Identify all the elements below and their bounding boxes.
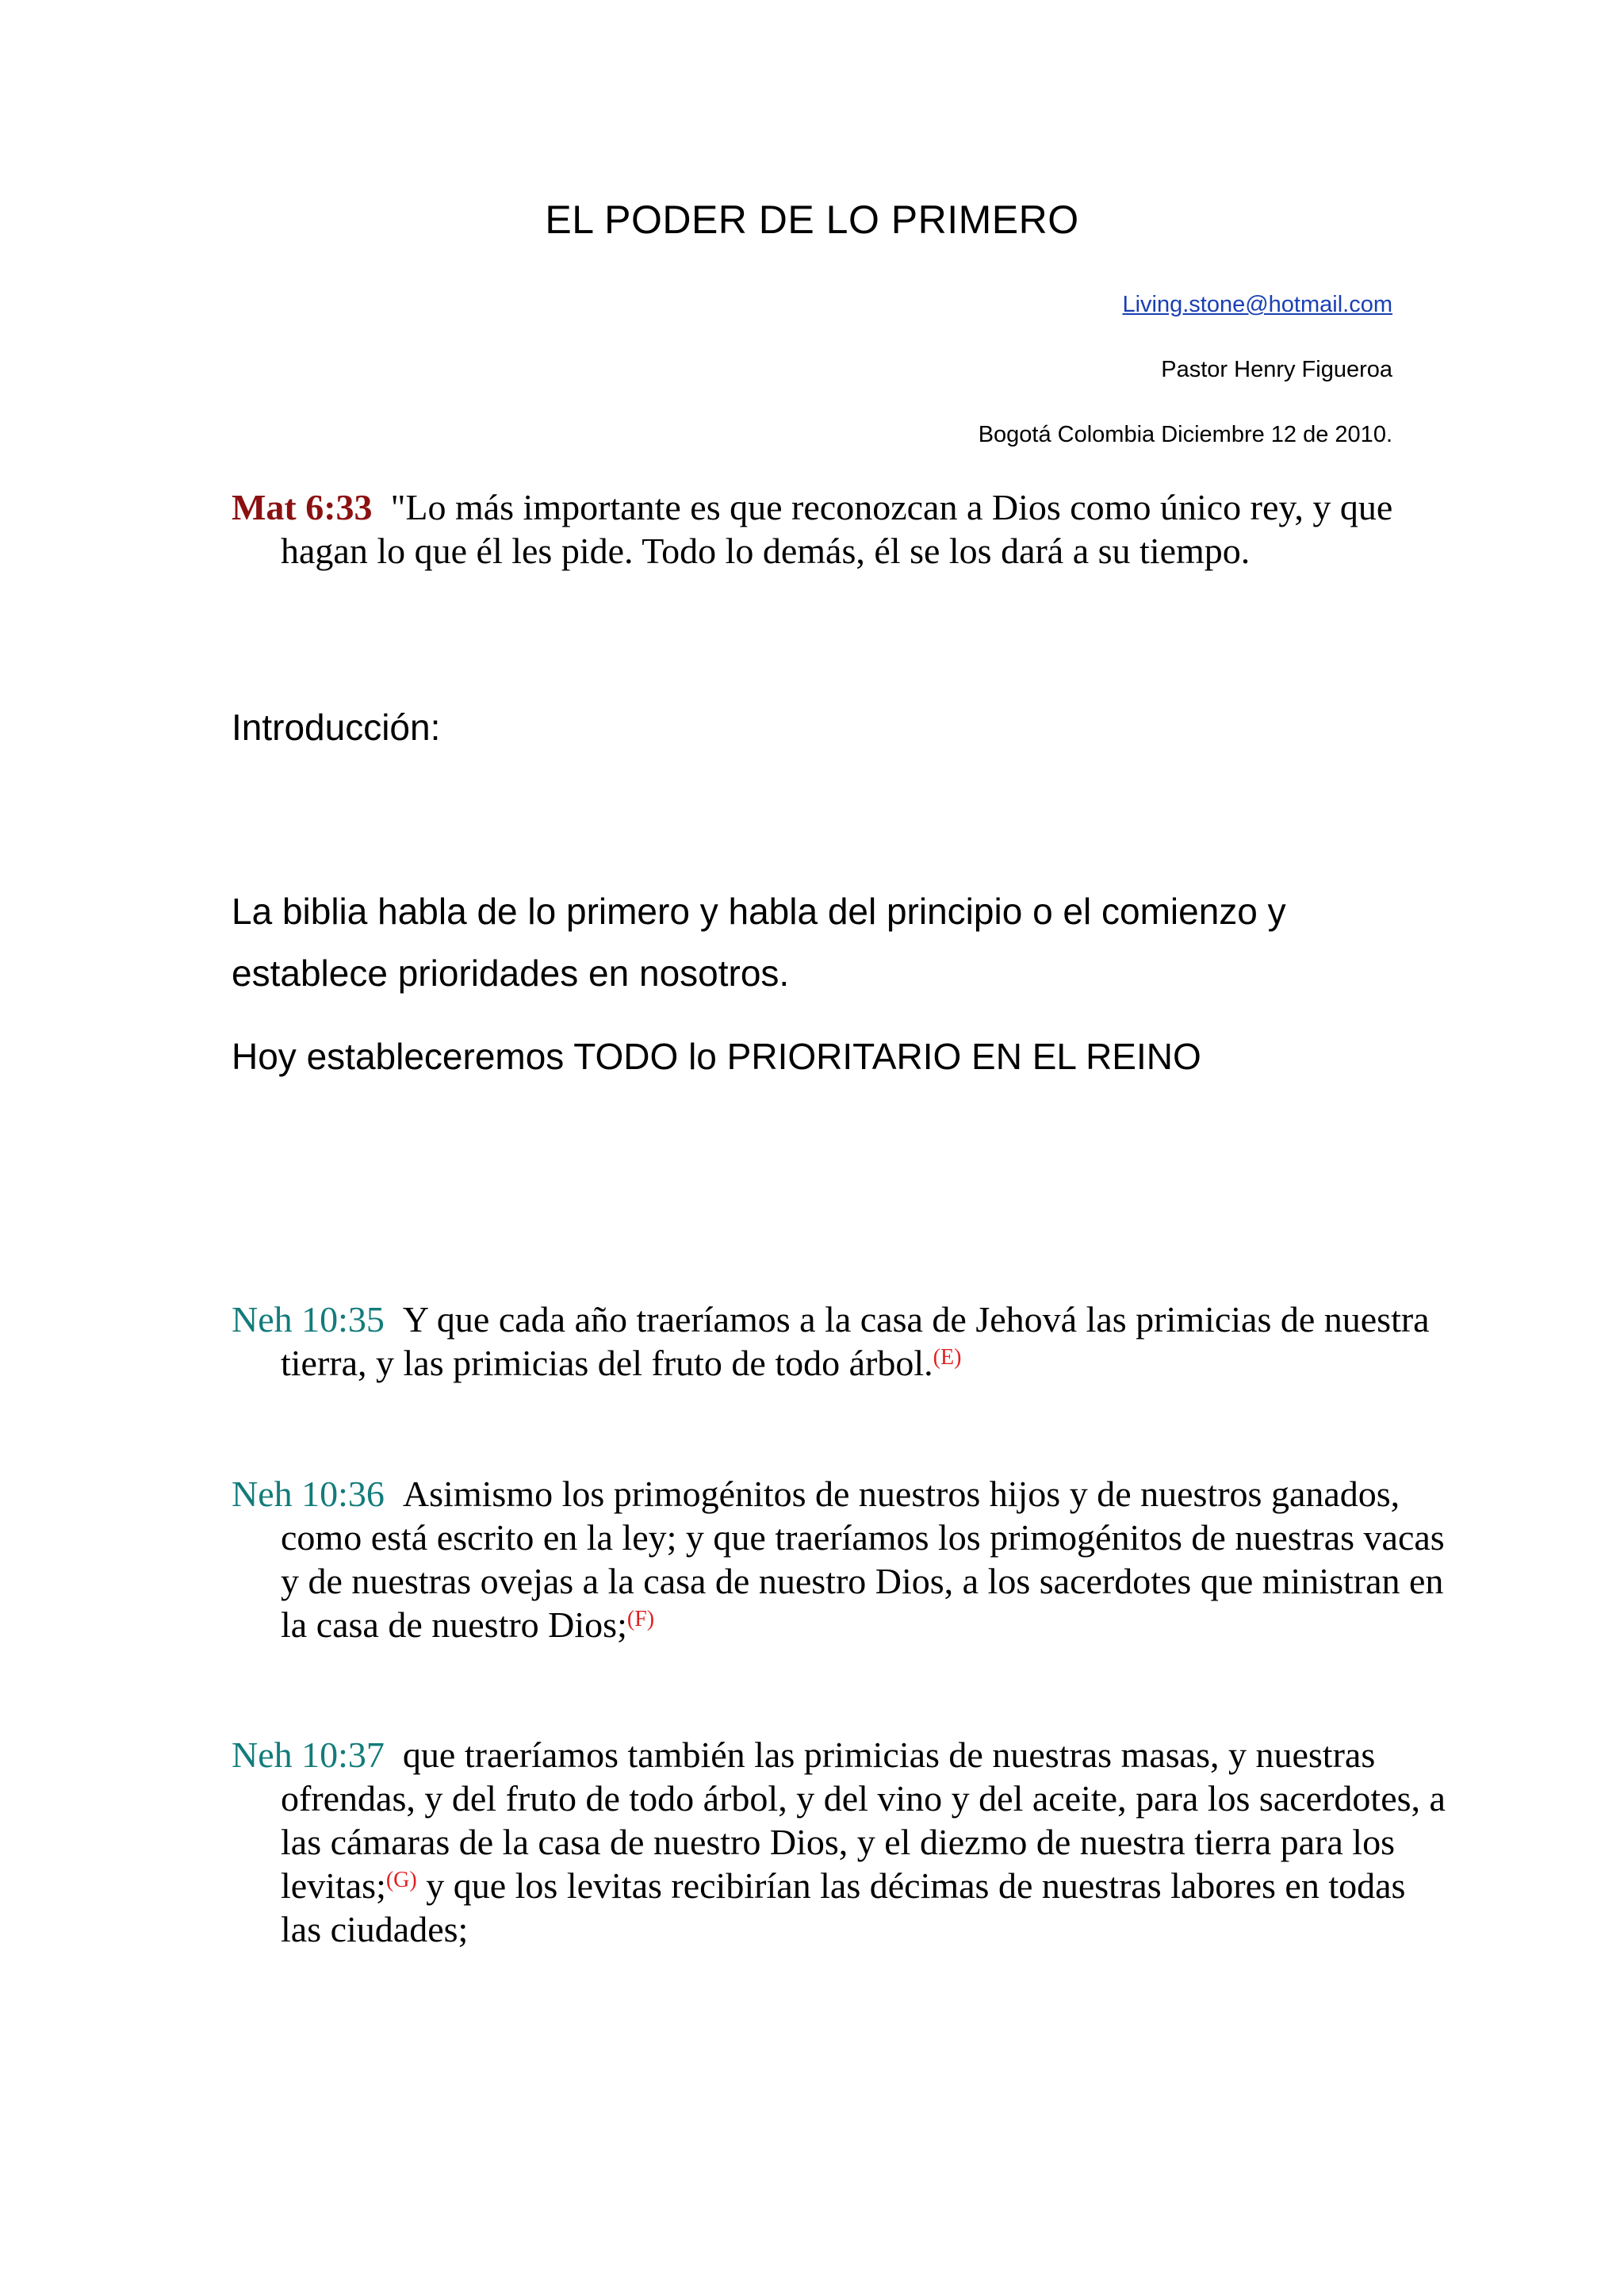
verse-reference: Neh 10:35 [232,1299,385,1340]
intro-paragraph: La biblia habla de lo primero y habla del principio o el comienzo y establece prioridades en nosotros. [232,891,1286,994]
key-verse-reference: Mat 6:33 [232,487,373,527]
footnote-marker[interactable]: (G) [385,1868,417,1892]
author-email [1122,292,1392,318]
document-title: EL PODER DE LO PRIMERO [545,197,1079,242]
key-verse [232,485,1446,573]
verse-neh-10-36 [232,1472,1446,1646]
intro-heading: Introducción: [232,707,441,748]
place-date: Bogotá Colombia Diciembre 12 de 2010. [978,422,1392,447]
footnote-marker[interactable]: (E) [933,1345,962,1370]
author-name: Pastor Henry Figueroa [1161,357,1392,382]
verse-text: que traeríamos también las primicias de nuestras masas, y nuestras ofrendas, y del fruto de todo árbol, y del vino y del aceite, para los sacerdotes, a las cámaras de la casa de nuestro Dios, y el diezmo de nuestra tierra para los levitas; [281,1734,1446,1906]
verse-neh-10-37 [232,1733,1446,1951]
priority-statement: Hoy estableceremos TODO lo PRIORITARIO EN EL REINO [232,1036,1201,1077]
verse-text: Asimismo los primogénitos de nuestros hijos y de nuestros ganados, como está escrito en la ley; y que traeríamos los primogénitos de nuestras vacas y de nuestras ovejas a la casa de nuestro Dios, a los sacerdotes que ministran en la casa de nuestro Dios; [281,1474,1445,1645]
verse-neh-10-35 [232,1297,1446,1385]
verse-text: Y que cada año traeríamos a la casa de Jehová las primicias de nuestra tierra, y las primicias del fruto de todo árbol. [281,1299,1430,1383]
footnote-marker[interactable]: (F) [626,1607,655,1631]
verse-reference: Neh 10:36 [232,1474,385,1514]
verse-text-continued: y que los levitas recibirían las décimas de nuestras labores en todas las ciudades; [281,1865,1406,1949]
key-verse-text: "Lo más importante es que reconozcan a Dios como único rey, y que hagan lo que él les pide. Todo lo demás, él se los dará a su tiempo. [281,487,1393,571]
verse-reference: Neh 10:37 [232,1734,385,1775]
email-link[interactable]: Living.stone@hotmail.com [1122,292,1392,317]
